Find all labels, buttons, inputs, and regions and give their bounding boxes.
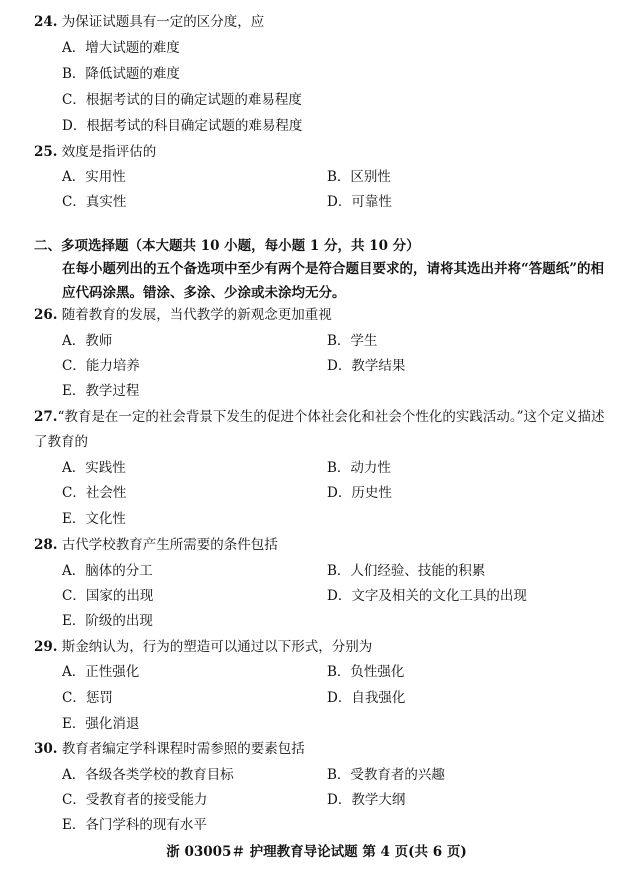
- option-d: D．历史性: [327, 485, 392, 501]
- option-b: B．动力性: [327, 460, 391, 476]
- question-30: [34, 739, 624, 759]
- option-c: C．受教育者的接受能力: [62, 792, 208, 808]
- question-number: 24.: [34, 14, 58, 30]
- question-24: [34, 12, 624, 32]
- question-stem: 为保证试题具有一定的区分度，应: [61, 14, 265, 30]
- question-28: [34, 535, 624, 555]
- section-title: 二、多项选择题（本大题共 10 小题，每小题 1 分，共 10 分）: [34, 238, 420, 254]
- question-number: 27.: [34, 409, 58, 425]
- option-c: C．国家的出现: [62, 588, 154, 604]
- option-b: B．学生: [327, 333, 378, 349]
- question-number: 28.: [34, 537, 58, 553]
- option-e: E．教学过程: [62, 383, 140, 399]
- question-stem: “教育是在一定的社会背景下发生的促进个体社会化和社会个性化的实践活动。”这个定义描述了教育的: [34, 409, 605, 450]
- question-number: 26.: [34, 307, 58, 323]
- question-number: 25.: [34, 144, 58, 160]
- option-d: D．可靠性: [327, 194, 392, 210]
- question-stem: 斯金纳认为，行为的塑造可以通过以下形式，分别为: [61, 639, 373, 655]
- option-e: E．强化消退: [62, 716, 140, 732]
- question-29: [34, 637, 624, 657]
- question-stem: 效度是指评估的: [61, 144, 157, 160]
- option-a: A．增大试题的难度: [62, 40, 180, 56]
- option-b: B．降低试题的难度: [62, 66, 180, 82]
- option-d: D．根据考试的科目确定试题的难易程度: [62, 118, 303, 134]
- question-stem: 随着教育的发展，当代教学的新观念更加重视: [61, 307, 332, 323]
- question-27: [34, 405, 616, 455]
- option-d: D．文字及相关的文化工具的出现: [327, 588, 527, 604]
- option-c: C．社会性: [62, 485, 127, 501]
- option-b: B．负性强化: [327, 664, 405, 680]
- option-b: B．区别性: [327, 169, 391, 185]
- option-b: B．人们经验、技能的积累: [327, 563, 486, 579]
- question-26: [34, 305, 624, 325]
- option-c: C．能力培养: [62, 358, 140, 374]
- option-a: A．教师: [62, 333, 113, 349]
- question-stem: 教育者编定学科课程时需参照的要素包括: [61, 741, 305, 757]
- option-a: A．脑体的分工: [62, 563, 153, 579]
- option-a: A．实践性: [62, 460, 126, 476]
- option-a: A．实用性: [62, 169, 126, 185]
- option-c: C．真实性: [62, 194, 127, 210]
- question-number: 29.: [34, 639, 58, 655]
- question-stem: 古代学校教育产生所需要的条件包括: [61, 537, 278, 553]
- question-25: [34, 142, 624, 162]
- option-a: A．各级各类学校的教育目标: [62, 767, 234, 783]
- option-d: D．教学大纲: [327, 792, 406, 808]
- question-number: 30.: [34, 741, 58, 757]
- option-c: C．根据考试的目的确定试题的难易程度: [62, 92, 302, 108]
- page-footer: 浙 03005＃ 护理教育导论试题 第 4 页(共 6 页): [166, 844, 467, 860]
- option-e: E．文化性: [62, 511, 126, 527]
- option-e: E．各门学科的现有水平: [62, 817, 207, 833]
- option-c: C．惩罚: [62, 690, 113, 706]
- option-a: A．正性强化: [62, 664, 140, 680]
- option-b: B．受教育者的兴趣: [327, 767, 445, 783]
- section-instructions: 在每小题列出的五个备选项中至少有两个是符合题目要求的，请将其选出并将“答题纸”的相应代码涂黑。错涂、多涂、少涂或未涂均无分。: [62, 261, 605, 301]
- option-d: D．自我强化: [327, 690, 406, 706]
- option-e: E．阶级的出现: [62, 613, 153, 629]
- option-d: D．教学结果: [327, 358, 406, 374]
